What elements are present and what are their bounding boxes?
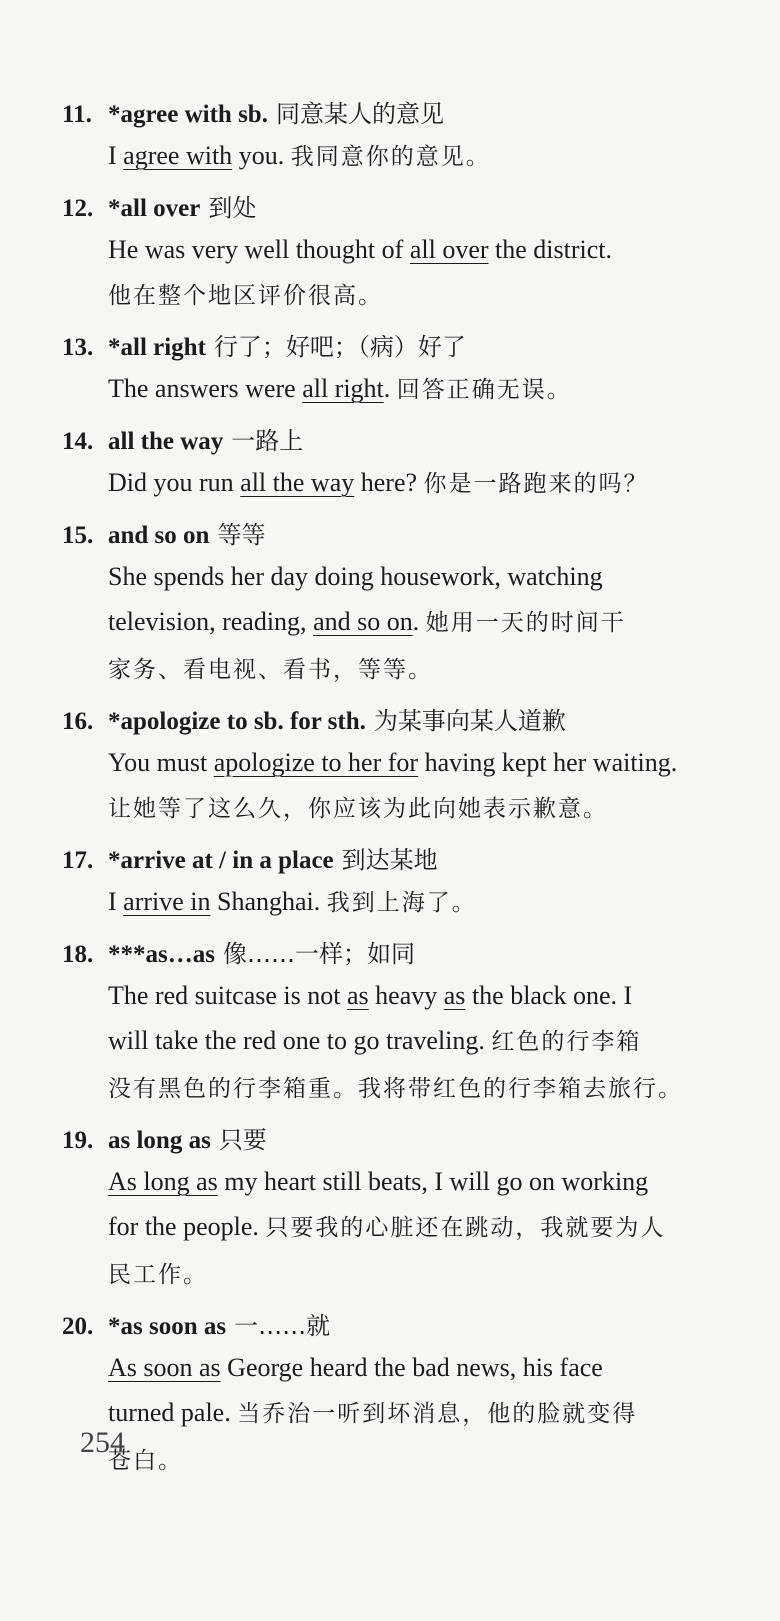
phrase: as…as bbox=[145, 941, 215, 968]
example-text: Shanghai. bbox=[210, 887, 327, 916]
example-text: I bbox=[108, 141, 124, 170]
example-text: The answers were bbox=[108, 374, 303, 403]
example-line bbox=[108, 785, 780, 832]
example-line bbox=[108, 1437, 780, 1484]
entry-number: 15. bbox=[62, 522, 94, 549]
example-line bbox=[108, 973, 780, 1018]
phrase: arrive at / in a place bbox=[120, 847, 334, 874]
chinese-translation: 家务、看电视、看书，等等。 bbox=[108, 657, 433, 683]
example-line bbox=[108, 554, 780, 599]
entry bbox=[62, 96, 780, 180]
chinese-translation: 回答正确无误。 bbox=[396, 377, 572, 403]
example-text: You must bbox=[108, 748, 214, 777]
page-number: 254 bbox=[80, 1426, 125, 1459]
chinese-gloss: 同意某人的意见 bbox=[275, 100, 444, 128]
entry bbox=[62, 423, 780, 507]
importance-stars: * bbox=[108, 847, 121, 874]
entry-number: 17. bbox=[62, 847, 94, 874]
example-text: The red suitcase is not bbox=[108, 981, 347, 1010]
chinese-translation: 红色的行李箱 bbox=[491, 1029, 642, 1055]
phrase: all the way bbox=[108, 428, 224, 455]
example-line bbox=[108, 1390, 780, 1437]
entry-headword bbox=[62, 936, 780, 973]
example-text: Did you run bbox=[108, 468, 241, 497]
chinese-gloss: 一路上 bbox=[231, 427, 304, 455]
underlined-phrase: agree with bbox=[123, 141, 233, 170]
entry-headword bbox=[62, 190, 780, 227]
example-line bbox=[108, 599, 780, 646]
importance-stars: * bbox=[108, 334, 121, 361]
chinese-gloss: 为某事向某人道歉 bbox=[373, 707, 566, 735]
example-line bbox=[108, 1345, 780, 1390]
underlined-phrase: and so on bbox=[313, 607, 413, 636]
example-line bbox=[108, 646, 780, 693]
entry-headword bbox=[62, 703, 780, 740]
example-text: . bbox=[383, 374, 397, 403]
importance-stars: *** bbox=[108, 941, 146, 968]
example-line bbox=[108, 227, 780, 272]
entry-headword bbox=[62, 329, 780, 366]
chinese-gloss: 到达某地 bbox=[341, 846, 438, 874]
underlined-phrase: as bbox=[347, 981, 369, 1010]
underlined-phrase: As long as bbox=[108, 1167, 218, 1196]
underlined-phrase: as bbox=[443, 981, 466, 1010]
underlined-phrase: arrive in bbox=[123, 887, 211, 916]
entry bbox=[62, 703, 780, 832]
phrase: apologize to sb. for sth. bbox=[120, 708, 366, 735]
entry-number: 20. bbox=[62, 1313, 94, 1340]
chinese-translation: 只要我的心脏还在跳动，我就要为人 bbox=[265, 1215, 666, 1241]
underlined-phrase: As soon as bbox=[108, 1353, 221, 1382]
entry-number: 14. bbox=[62, 428, 94, 455]
example-line bbox=[108, 740, 780, 785]
entry-number: 13. bbox=[62, 334, 94, 361]
chinese-translation: 苍白。 bbox=[108, 1448, 183, 1474]
underlined-phrase: all the way bbox=[240, 468, 355, 497]
entry bbox=[62, 1308, 780, 1484]
entry bbox=[62, 1122, 780, 1298]
entry-headword bbox=[62, 517, 780, 554]
example-line bbox=[108, 1018, 780, 1065]
chinese-translation: 他在整个地区评价很高。 bbox=[108, 283, 383, 309]
chinese-translation: 让她等了这么久，你应该为此向她表示歉意。 bbox=[108, 796, 608, 822]
entry bbox=[62, 190, 780, 319]
underlined-phrase: apologize to her for bbox=[213, 748, 419, 777]
entry-headword bbox=[62, 1308, 780, 1345]
phrase: all over bbox=[120, 195, 201, 222]
importance-stars: * bbox=[108, 1313, 121, 1340]
entry bbox=[62, 936, 780, 1112]
example-text: will take the red one to go traveling. bbox=[108, 1026, 492, 1055]
example-text: I bbox=[108, 887, 124, 916]
entry-number: 11. bbox=[62, 101, 92, 128]
entry bbox=[62, 329, 780, 413]
example-text: the black one. I bbox=[465, 981, 633, 1010]
chinese-gloss: 一……就 bbox=[234, 1312, 331, 1340]
entry bbox=[62, 517, 780, 693]
phrase: as long as bbox=[108, 1127, 211, 1154]
entry-number: 18. bbox=[62, 941, 94, 968]
entry-number: 16. bbox=[62, 708, 94, 735]
entry-number: 19. bbox=[62, 1127, 94, 1154]
chinese-gloss: 像……一样；如同 bbox=[222, 940, 415, 968]
chinese-translation: 民工作。 bbox=[108, 1262, 208, 1288]
example-text: having kept her waiting. bbox=[418, 748, 678, 777]
chinese-gloss: 行了；好吧；（病）好了 bbox=[213, 333, 466, 361]
example-text: here? bbox=[354, 468, 424, 497]
example-line bbox=[108, 366, 780, 413]
entry-list bbox=[62, 96, 780, 1484]
example-line bbox=[108, 1204, 780, 1251]
example-text: you. bbox=[232, 141, 291, 170]
importance-stars: * bbox=[108, 195, 121, 222]
chinese-translation: 没有黑色的行李箱重。我将带红色的行李箱去旅行。 bbox=[108, 1076, 683, 1102]
example-line bbox=[108, 879, 780, 926]
chinese-gloss: 等等 bbox=[217, 521, 266, 549]
example-text: She spends her day doing housework, watching bbox=[108, 562, 603, 591]
underlined-phrase: all over bbox=[409, 235, 489, 264]
phrase: agree with sb. bbox=[120, 101, 268, 128]
importance-stars: * bbox=[108, 708, 121, 735]
example-line bbox=[108, 1065, 780, 1112]
chinese-translation: 当乔治一听到坏消息，他的脸就变得 bbox=[237, 1401, 638, 1427]
example-line bbox=[108, 133, 780, 180]
example-text: the district. bbox=[488, 235, 612, 264]
example-text: . bbox=[412, 607, 426, 636]
entry-number: 12. bbox=[62, 195, 94, 222]
chinese-gloss: 到处 bbox=[208, 194, 257, 222]
entry-headword bbox=[62, 423, 780, 460]
phrase: as soon as bbox=[120, 1313, 227, 1340]
example-text: my heart still beats, I will go on working bbox=[217, 1167, 649, 1196]
entry bbox=[62, 842, 780, 926]
phrase: and so on bbox=[108, 522, 210, 549]
chinese-gloss: 只要 bbox=[218, 1126, 267, 1154]
example-line bbox=[108, 460, 780, 507]
chinese-translation: 我同意你的意见。 bbox=[290, 144, 491, 170]
example-text: turned pale. bbox=[108, 1398, 238, 1427]
importance-stars: * bbox=[108, 101, 121, 128]
example-text: He was very well thought of bbox=[108, 235, 410, 264]
underlined-phrase: all right bbox=[302, 374, 384, 403]
example-text: heavy bbox=[368, 981, 444, 1010]
phrase: all right bbox=[120, 334, 206, 361]
example-line bbox=[108, 1159, 780, 1204]
example-text: George heard the bad news, his face bbox=[220, 1353, 603, 1382]
example-line bbox=[108, 272, 780, 319]
example-line bbox=[108, 1251, 780, 1298]
entry-headword bbox=[62, 1122, 780, 1159]
chinese-translation: 你是一路跑来的吗？ bbox=[423, 471, 649, 497]
entry-headword bbox=[62, 96, 780, 133]
example-text: television, reading, bbox=[108, 607, 314, 636]
chinese-translation: 我到上海了。 bbox=[326, 890, 477, 916]
entry-headword bbox=[62, 842, 780, 879]
chinese-translation: 她用一天的时间干 bbox=[425, 610, 626, 636]
example-text: for the people. bbox=[108, 1212, 266, 1241]
